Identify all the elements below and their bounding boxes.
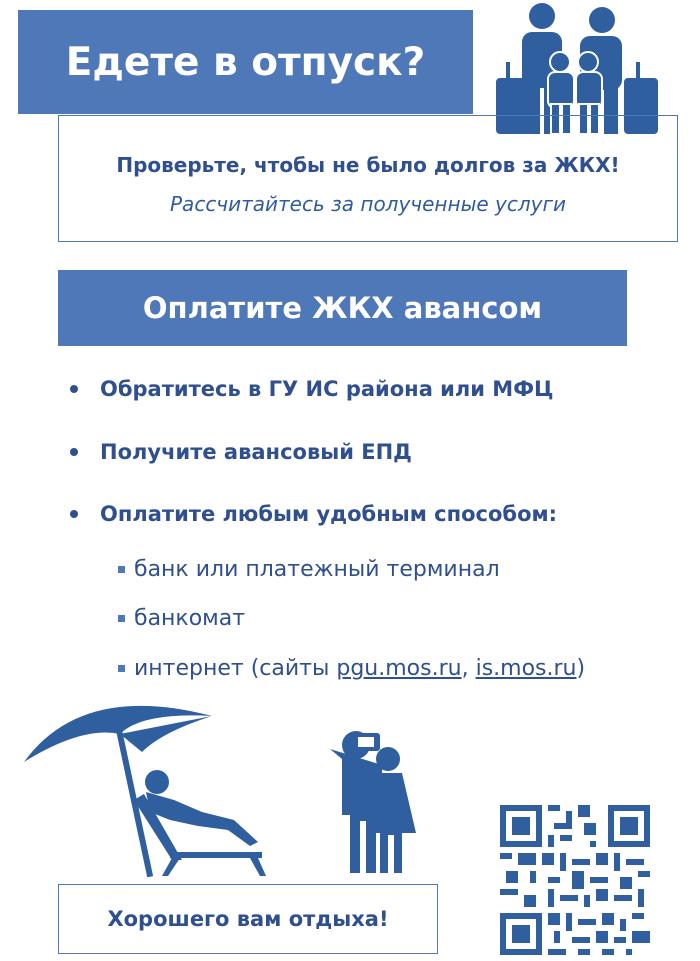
- payment-method-item: [118, 656, 678, 681]
- bullet-text: Получите авансовый ЕПД: [100, 440, 412, 464]
- bullet-item: [70, 502, 670, 526]
- tourists-camera-icon: [322, 725, 422, 875]
- payment-method-item: [118, 557, 678, 582]
- square-bullet-icon: [118, 665, 125, 672]
- internet-suffix: ): [576, 656, 586, 681]
- bullet-item: [70, 377, 670, 401]
- bullet-item: [70, 440, 670, 464]
- payment-method-text: банкомат: [134, 606, 246, 631]
- square-bullet-icon: [118, 566, 125, 573]
- bullet-dot: [70, 510, 78, 518]
- farewell-text: Хорошего вам отдыха!: [107, 907, 389, 931]
- internet-separator: ,: [461, 656, 476, 681]
- pgu-link[interactable]: pgu.mos.ru: [336, 656, 462, 681]
- page-title: Едете в отпуск?: [65, 39, 426, 85]
- bullet-text: Оплатите любым удобным способом:: [100, 502, 558, 526]
- debt-check-subheading: Рассчитайтесь за полученные услуги: [170, 192, 566, 216]
- payment-method-text: банк или платежный терминал: [134, 557, 500, 582]
- debt-check-box: [58, 115, 678, 242]
- internet-prefix: интернет (сайты: [134, 656, 337, 681]
- debt-check-heading: Проверьте, чтобы не было долгов за ЖКХ!: [116, 153, 620, 177]
- bullet-text: Обратитесь в ГУ ИС района или МФЦ: [100, 377, 554, 401]
- payment-method-item: [118, 606, 678, 631]
- pay-title: Оплатите ЖКХ авансом: [142, 291, 543, 325]
- qr-code[interactable]: [500, 805, 650, 955]
- square-bullet-icon: [118, 615, 125, 622]
- bullet-dot: [70, 385, 78, 393]
- beach-umbrella-icon: [22, 692, 272, 877]
- bullet-dot: [70, 448, 78, 456]
- is-link[interactable]: is.mos.ru: [475, 656, 577, 681]
